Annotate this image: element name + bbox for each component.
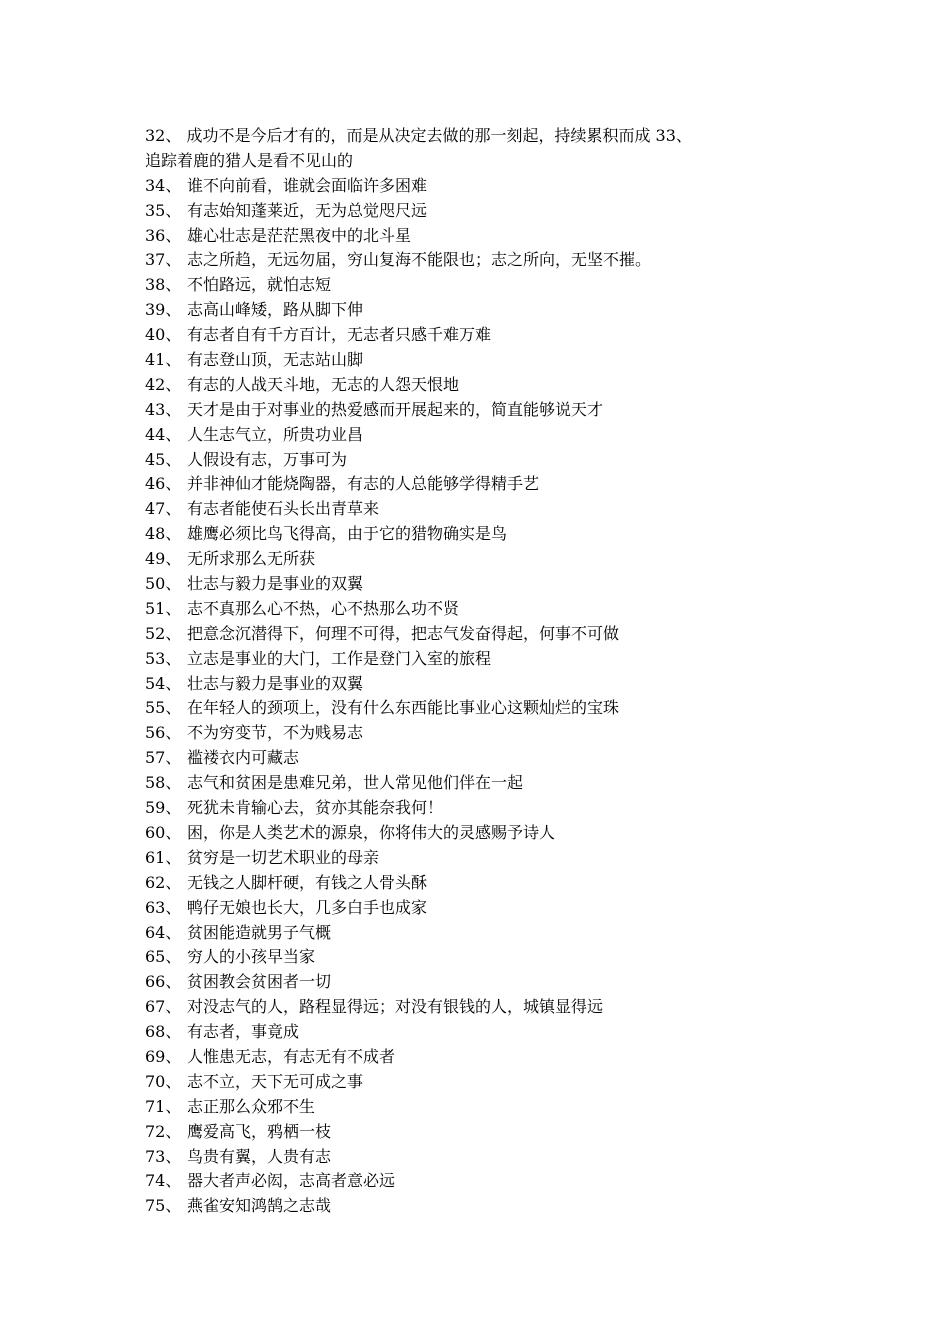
list-item-number: 70、 bbox=[145, 1071, 182, 1091]
list-item-number: 62、 bbox=[145, 872, 182, 892]
list-item-text: 志正那么众邪不生 bbox=[187, 1096, 316, 1116]
list-item bbox=[145, 1020, 805, 1045]
list-item bbox=[145, 323, 805, 348]
list-item-number: 74、 bbox=[145, 1171, 182, 1191]
list-item bbox=[145, 1095, 805, 1120]
list-item bbox=[145, 547, 805, 572]
list-item-number: 69、 bbox=[145, 1046, 182, 1066]
list-item bbox=[145, 1169, 805, 1194]
list-item-text: 谁不向前看，谁就会面临许多困难 bbox=[187, 175, 428, 195]
list-item-text: 雄鹰必须比鸟飞得高，由于它的猎物确实是鸟 bbox=[187, 524, 508, 544]
list-item-text: 鹰爱高飞，鸦栖一枝 bbox=[187, 1121, 332, 1141]
list-item-number: 54、 bbox=[145, 673, 182, 693]
list-item-text: 对没志气的人，路程显得远；对没有银钱的人，城镇显得远 bbox=[187, 997, 604, 1017]
list-item-text: 不怕路远，就怕志短 bbox=[187, 275, 332, 295]
list-item-number: 49、 bbox=[145, 549, 182, 569]
list-item-text: 困，你是人类艺术的源泉，你将伟大的灵感赐予诗人 bbox=[187, 822, 556, 842]
list-item-number: 73、 bbox=[145, 1146, 182, 1166]
list-item-number: 37、 bbox=[145, 250, 182, 270]
list-item bbox=[145, 174, 805, 199]
list-item-number: 43、 bbox=[145, 399, 182, 419]
list-item-number: 48、 bbox=[145, 524, 182, 544]
list-item bbox=[145, 199, 805, 224]
list-item bbox=[145, 224, 805, 249]
list-item-text: 无钱之人脚杆硬，有钱之人骨头酥 bbox=[187, 872, 428, 892]
list-item-number: 63、 bbox=[145, 897, 182, 917]
list-item bbox=[145, 896, 805, 921]
list-item bbox=[145, 846, 805, 871]
list-item-number: 39、 bbox=[145, 300, 182, 320]
list-item bbox=[145, 796, 805, 821]
list-item bbox=[145, 746, 805, 771]
list-item bbox=[145, 273, 805, 298]
list-item-text: 志不立，天下无可成之事 bbox=[187, 1071, 364, 1091]
list-item bbox=[145, 448, 805, 473]
list-item bbox=[145, 1120, 805, 1145]
list-item-number: 41、 bbox=[145, 350, 182, 370]
list-item-text: 死犹未肯输心去，贫亦其能奈我何！ bbox=[187, 798, 444, 818]
list-item-text: 有志者自有千方百计，无志者只感千难万难 bbox=[187, 325, 492, 345]
list-item-text: 燕雀安知鸿鹄之志哉 bbox=[187, 1196, 332, 1216]
list-item bbox=[145, 423, 805, 448]
list-item-text: 人惟患无志，有志无有不成者 bbox=[187, 1046, 396, 1066]
list-item-number: 65、 bbox=[145, 947, 182, 967]
list-item-text: 人假设有志，万事可为 bbox=[187, 449, 348, 469]
list-item bbox=[145, 522, 805, 547]
list-item-text: 壮志与毅力是事业的双翼 bbox=[187, 673, 364, 693]
list-item bbox=[145, 672, 805, 697]
list-item-text: 并非神仙才能烧陶器，有志的人总能够学得精手艺 bbox=[187, 474, 540, 494]
list-item bbox=[145, 497, 805, 522]
list-item-number: 64、 bbox=[145, 922, 182, 942]
list-item bbox=[145, 298, 805, 323]
list-item bbox=[145, 1145, 805, 1170]
list-item-number: 61、 bbox=[145, 847, 182, 867]
list-item bbox=[145, 970, 805, 995]
list-item-text: 鸭仔无娘也长大，几多白手也成家 bbox=[187, 897, 428, 917]
list-item-number: 46、 bbox=[145, 474, 182, 494]
list-item bbox=[145, 622, 805, 647]
list-item-number: 68、 bbox=[145, 1022, 182, 1042]
list-item-number: 40、 bbox=[145, 325, 182, 345]
list-item-number: 72、 bbox=[145, 1121, 182, 1141]
list-item bbox=[145, 1194, 805, 1219]
list-item-text: 在年轻人的颈项上，没有什么东西能比事业心这颗灿烂的宝珠 bbox=[187, 698, 620, 718]
list-item-number: 47、 bbox=[145, 499, 182, 519]
list-item-number: 35、 bbox=[145, 200, 182, 220]
list-item-text: 有志者能使石头长出青草来 bbox=[187, 499, 380, 519]
list-item bbox=[145, 348, 805, 373]
list-item-text: 有志登山顶，无志站山脚 bbox=[187, 350, 364, 370]
list-item-number: 36、 bbox=[145, 225, 182, 245]
list-item-number: 44、 bbox=[145, 424, 182, 444]
list-item-text: 有志者，事竟成 bbox=[187, 1022, 300, 1042]
list-item-text: 有志的人战天斗地，无志的人怨天恨地 bbox=[187, 374, 460, 394]
document-body bbox=[145, 124, 805, 1219]
paragraph-second-line: 追踪着鹿的猎人是看不见山的 bbox=[145, 150, 354, 170]
list-item-number: 42、 bbox=[145, 374, 182, 394]
list-item-text: 有志始知蓬莱近，无为总觉咫尺远 bbox=[187, 200, 428, 220]
list-item-text: 褴褛衣内可藏志 bbox=[187, 748, 300, 768]
list-item-number: 53、 bbox=[145, 648, 182, 668]
list-item-text: 志之所趋，无远勿届，穷山复海不能限也；志之所向，无坚不摧。 bbox=[187, 250, 652, 270]
list-item-text: 志气和贫困是患难兄弟，世人常见他们伴在一起 bbox=[187, 773, 524, 793]
list-item-number: 34、 bbox=[145, 175, 182, 195]
list-item bbox=[145, 373, 805, 398]
list-item bbox=[145, 1070, 805, 1095]
list-item-number: 75、 bbox=[145, 1196, 182, 1216]
list-item-number: 59、 bbox=[145, 798, 182, 818]
list-item-text: 贫困能造就男子气概 bbox=[187, 922, 332, 942]
list-item-text: 天才是由于对事业的热爱感而开展起来的，简直能够说天才 bbox=[187, 399, 604, 419]
list-item bbox=[145, 398, 805, 423]
paragraph-first-line: 32、 成功不是今后才有的，而是从决定去做的那一刻起，持续累积而成 33、 bbox=[145, 126, 692, 145]
list-item-text: 志高山峰矮，路从脚下伸 bbox=[187, 300, 364, 320]
list-item-text: 穷人的小孩早当家 bbox=[187, 947, 316, 967]
list-item-text: 把意念沉潜得下，何理不可得，把志气发奋得起，何事不可做 bbox=[187, 623, 620, 643]
list-item-text: 雄心壮志是茫茫黑夜中的北斗星 bbox=[187, 225, 412, 245]
list-item-text: 不为穷变节，不为贱易志 bbox=[187, 723, 364, 743]
list-item-text: 贫穷是一切艺术职业的母亲 bbox=[187, 847, 380, 867]
list-item bbox=[145, 871, 805, 896]
list-item bbox=[145, 647, 805, 672]
list-item-text: 人生志气立，所贵功业昌 bbox=[187, 424, 364, 444]
list-item-number: 56、 bbox=[145, 723, 182, 743]
list-item bbox=[145, 821, 805, 846]
list-item-text: 壮志与毅力是事业的双翼 bbox=[187, 574, 364, 594]
list-item-number: 38、 bbox=[145, 275, 182, 295]
list-item-text: 志不真那么心不热，心不热那么功不贤 bbox=[187, 598, 460, 618]
list-item-number: 55、 bbox=[145, 698, 182, 718]
list-item bbox=[145, 248, 805, 273]
list-item-number: 57、 bbox=[145, 748, 182, 768]
list-item bbox=[145, 721, 805, 746]
list-item-text: 器大者声必闳，志高者意必远 bbox=[187, 1171, 396, 1191]
list-item-text: 鸟贵有翼，人贵有志 bbox=[187, 1146, 332, 1166]
list-item bbox=[145, 597, 805, 622]
list-item bbox=[145, 572, 805, 597]
list-item-number: 50、 bbox=[145, 574, 182, 594]
quote-list bbox=[145, 174, 805, 1219]
list-item-text: 贫困教会贫困者一切 bbox=[187, 972, 332, 992]
list-item bbox=[145, 696, 805, 721]
list-item-text: 无所求那么无所获 bbox=[187, 549, 316, 569]
list-item bbox=[145, 472, 805, 497]
list-item bbox=[145, 995, 805, 1020]
list-item-number: 66、 bbox=[145, 972, 182, 992]
list-item-number: 71、 bbox=[145, 1096, 182, 1116]
list-item-text: 立志是事业的大门，工作是登门入室的旅程 bbox=[187, 648, 492, 668]
list-item bbox=[145, 1045, 805, 1070]
list-item bbox=[145, 771, 805, 796]
list-item-number: 58、 bbox=[145, 773, 182, 793]
list-item-number: 67、 bbox=[145, 997, 182, 1017]
list-item-number: 51、 bbox=[145, 598, 182, 618]
list-item-number: 52、 bbox=[145, 623, 182, 643]
list-item bbox=[145, 921, 805, 946]
list-item-number: 45、 bbox=[145, 449, 182, 469]
list-item bbox=[145, 945, 805, 970]
list-item-number: 60、 bbox=[145, 822, 182, 842]
